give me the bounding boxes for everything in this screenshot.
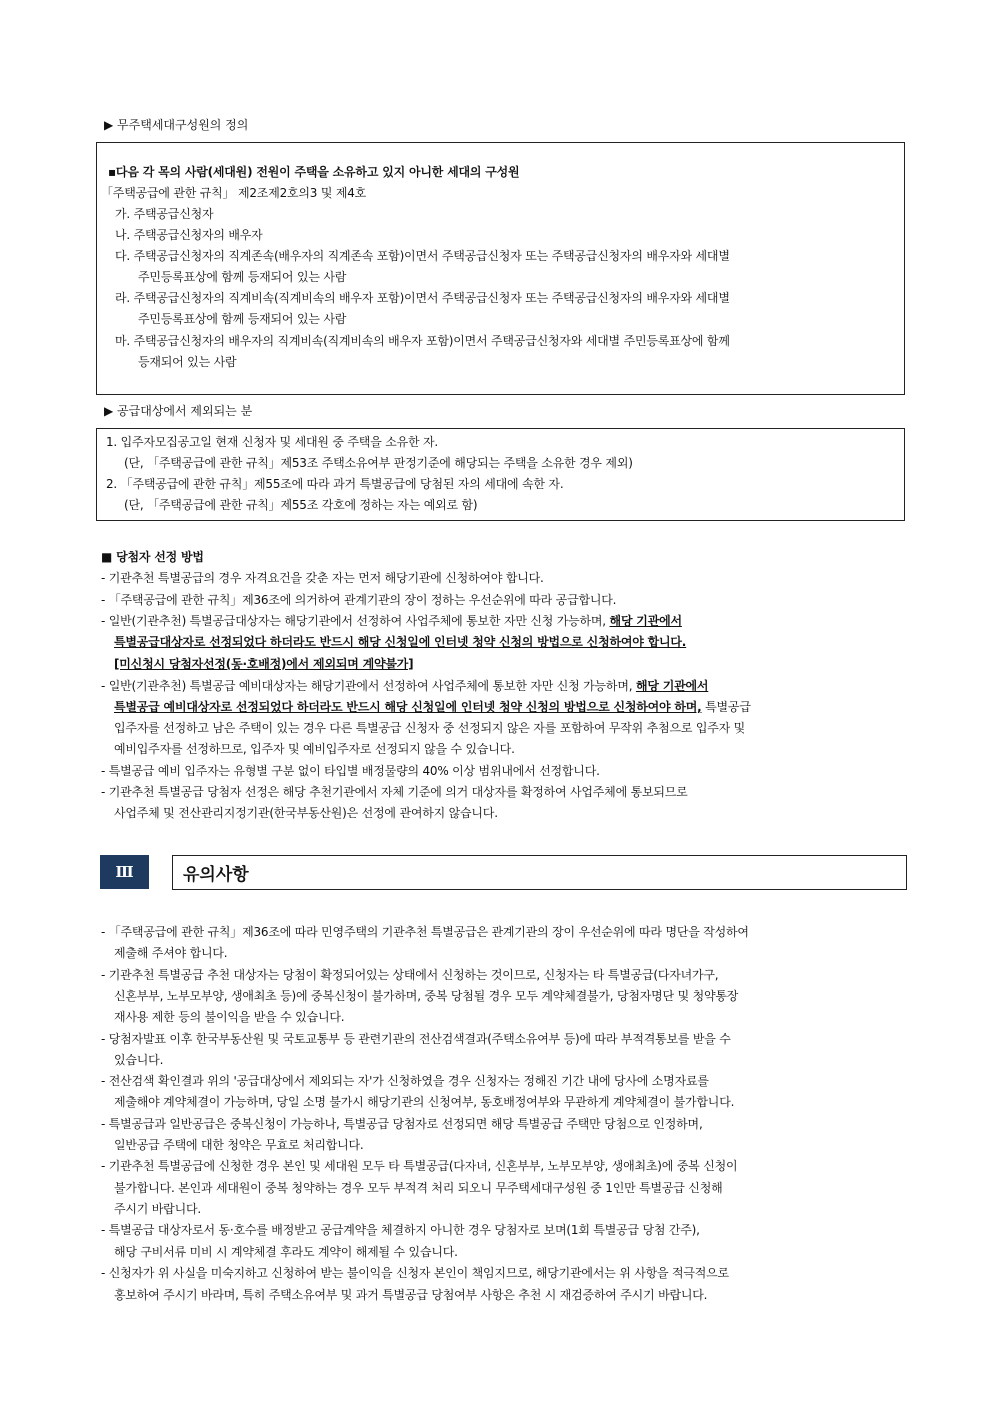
- selection-line: - 기관추천 특별공급의 경우 자격요건을 갖춘 자는 먼저 해당기관에 신청하여야 합니다.: [101, 571, 544, 585]
- notice-line: - 당첨자발표 이후 한국부동산원 및 국토교통부 등 관련기관의 전산검색결과(주택소유여부 등)에 따라 부적격통보를 받을 수: [101, 1032, 731, 1046]
- selection-line: - 특별공급 예비 입주자는 유형별 구분 없이 타입별 배정물량의 40% 이상 범위내에서 선정합니다.: [101, 764, 600, 778]
- notice-line: 있습니다.: [114, 1053, 164, 1067]
- definition-item-ra: 라. 주택공급신청자의 직계비속(직계비속의 배우자 포함)이면서 주택공급신청자 또는 주택공급신청자의 배우자와 세대별: [115, 291, 730, 305]
- section-number-badge: Ⅲ: [100, 855, 149, 889]
- notice-line: 제출해야 계약체결이 가능하며, 당일 소명 불가시 해당기관의 신청여부, 동호배정여부와 무관하게 계약체결이 불가합니다.: [114, 1095, 735, 1109]
- notice-line: 홍보하여 주시기 바라며, 특히 주택소유여부 및 과거 특별공급 당첨여부 사항은 추천 시 재검증하여 주시기 바랍니다.: [114, 1288, 708, 1302]
- definition-item-da-cont: 주민등록표상에 함께 등재되어 있는 사람: [138, 270, 347, 284]
- selection-line: - 「주택공급에 관한 규칙」제36조에 의거하여 관계기관의 장이 정하는 우선순위에 따라 공급합니다.: [101, 593, 617, 607]
- notice-line: - 특별공급 대상자로서 동·호수를 배정받고 공급계약을 체결하지 아니한 경우 당첨자로 보며(1회 특별공급 당첨 간주),: [101, 1223, 700, 1237]
- notice-line: 재사용 제한 등의 불이익을 받을 수 있습니다.: [114, 1010, 345, 1024]
- notice-line: - 전산검색 확인결과 위의 '공급대상에서 제외되는 자'가 신청하였을 경우 신청자는 정해진 기간 내에 당사에 소명자료를: [101, 1074, 709, 1088]
- definition-item-ga: 가. 주택공급신청자: [115, 207, 214, 221]
- notice-line: 해당 구비서류 미비 시 계약체결 후라도 계약이 해제될 수 있습니다.: [114, 1245, 458, 1259]
- definition-heading: ▶ 무주택세대구성원의 정의: [104, 118, 249, 132]
- definition-item-ma-cont: 등재되어 있는 사람: [138, 355, 237, 369]
- selection-heading: ■ 당첨자 선정 방법: [101, 550, 204, 564]
- notice-line: 신혼부부, 노부모부양, 생애최초 등)에 중복신청이 불가하며, 중복 당첨될 경우 모두 계약체결불가, 당첨자명단 및 청약통장: [114, 989, 739, 1003]
- selection-line: 사업주체 및 전산관리지정기관(한국부동산원)은 선정에 관여하지 않습니다.: [114, 806, 498, 820]
- exclusion-item-2-note: (단, 「주택공급에 관한 규칙」제55조 각호에 정하는 자는 예외로 함): [124, 498, 478, 512]
- definition-item-da: 다. 주택공급신청자의 직계존속(배우자의 직계존속 포함)이면서 주택공급신청자 또는 주택공급신청자의 배우자와 세대별: [115, 249, 730, 263]
- selection-line: 특별공급 예비대상자로 선정되었다 하더라도 반드시 해당 신청일에 인터넷 청약 신청의 방법으로 신청하여야 하며, 특별공급: [114, 700, 751, 714]
- notice-line: - 「주택공급에 관한 규칙」제36조에 따라 민영주택의 기관추천 특별공급은 관계기관의 장이 우선순위에 따라 명단을 작성하여: [101, 925, 749, 939]
- exclusion-item-1: 1. 입주자모집공고일 현재 신청자 및 세대원 중 주택을 소유한 자.: [106, 435, 438, 449]
- definition-intro: ▪다음 각 목의 사람(세대원) 전원이 주택을 소유하고 있지 아니한 세대의 구성원: [108, 165, 520, 179]
- emphasis-text: 해당 기관에서: [635, 679, 709, 693]
- exclusion-box: [96, 428, 905, 521]
- notice-line: - 특별공급과 일반공급은 중복신청이 가능하나, 특별공급 당첨자로 선정되면 해당 특별공급 주택만 당첨으로 인정하며,: [101, 1117, 703, 1131]
- selection-line: - 일반(기관추천) 특별공급 예비대상자는 해당기관에서 선정하여 사업주체에 통보한 자만 신청 가능하며, 해당 기관에서: [101, 679, 709, 693]
- selection-line: 예비입주자를 선정하므로, 입주자 및 예비입주자로 선정되지 않을 수 있습니다.: [114, 742, 515, 756]
- selection-emphasis-line: [미신청시 당첨자선정(동·호배정)에서 제외되며 계약불가]: [114, 657, 414, 671]
- exclusion-item-1-note: (단, 「주택공급에 관한 규칙」제53조 주택소유여부 판정기준에 해당되는 주택을 소유한 경우 제외): [124, 456, 633, 470]
- exclusion-heading: ▶ 공급대상에서 제외되는 분: [104, 404, 253, 418]
- notice-line: 주시기 바랍니다.: [114, 1202, 201, 1216]
- emphasis-text: 해당 기관에서: [609, 614, 682, 628]
- notice-line: - 신청자가 위 사실을 미숙지하고 신청하여 받는 불이익을 신청자 본인이 책임지므로, 해당기관에서는 위 사항을 적극적으로: [101, 1266, 729, 1280]
- definition-box: [96, 142, 905, 395]
- notice-line: - 기관추천 특별공급 추천 대상자는 당첨이 확정되어있는 상태에서 신청하는 것이므로, 신청자는 타 특별공급(다자녀가구,: [101, 968, 719, 982]
- definition-item-ma: 마. 주택공급신청자의 배우자의 직계비속(직계비속의 배우자 포함)이면서 주택공급신청자와 세대별 주민등록표상에 함께: [115, 334, 730, 348]
- selection-line: - 일반(기관추천) 특별공급대상자는 해당기관에서 선정하여 사업주체에 통보한 자만 신청 가능하며, 해당 기관에서: [101, 614, 682, 628]
- section-title: 유의사항: [172, 855, 907, 890]
- emphasis-text: 특별공급 예비대상자로 선정되었다 하더라도 반드시 해당 신청일에 인터넷 청약 신청의 방법으로 신청하여야 하며,: [114, 700, 702, 714]
- definition-item-na: 나. 주택공급신청자의 배우자: [115, 228, 263, 242]
- selection-line: 입주자를 선정하고 남은 주택이 있는 경우 다른 특별공급 신청자 중 선정되지 않은 자를 포함하여 무작위 추첨으로 입주자 및: [114, 721, 746, 735]
- notice-line: 제출해 주셔야 합니다.: [114, 946, 228, 960]
- notice-line: - 기관추천 특별공급에 신청한 경우 본인 및 세대원 모두 타 특별공급(다자녀, 신혼부부, 노부모부양, 생애최초)에 중복 신청이: [101, 1159, 738, 1173]
- notice-line: 불가합니다. 본인과 세대원이 중복 청약하는 경우 모두 부적격 처리 되오니 무주택세대구성원 중 1인만 특별공급 신청해: [114, 1181, 723, 1195]
- selection-line: - 기관추천 특별공급 당첨자 선정은 해당 추천기관에서 자체 기준에 의거 대상자를 확정하여 사업주체에 통보되므로: [101, 785, 688, 799]
- selection-emphasis-line: 특별공급대상자로 선정되었다 하더라도 반드시 해당 신청일에 인터넷 청약 신청의 방법으로 신청하여야 합니다.: [114, 635, 687, 649]
- exclusion-item-2: 2. 「주택공급에 관한 규칙」제55조에 따라 과거 특별공급에 당첨된 자의 세대에 속한 자.: [106, 477, 564, 491]
- definition-rule-ref: 「주택공급에 관한 규칙」 제2조제2호의3 및 제4호: [101, 186, 367, 200]
- definition-item-ra-cont: 주민등록표상에 함께 등재되어 있는 사람: [138, 312, 347, 326]
- notice-line: 일반공급 주택에 대한 청약은 무효로 처리합니다.: [114, 1138, 364, 1152]
